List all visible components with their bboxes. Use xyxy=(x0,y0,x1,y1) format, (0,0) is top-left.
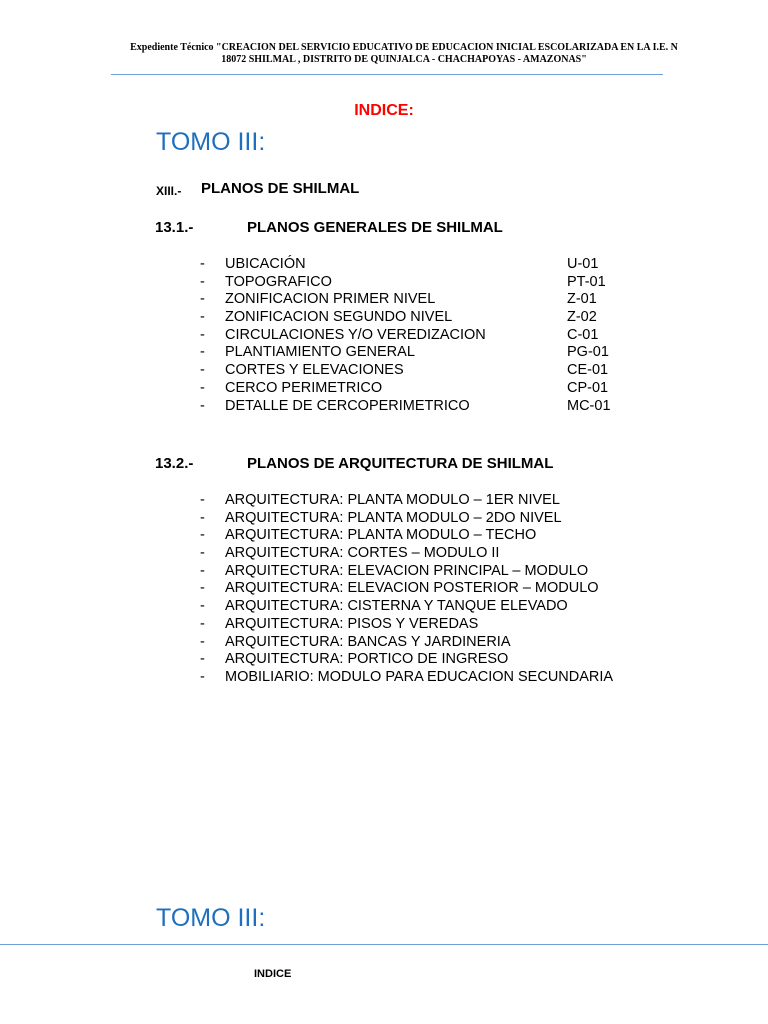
page2-tomo-title: TOMO III: xyxy=(156,904,266,932)
list-item-text: ARQUITECTURA: PISOS Y VEREDAS xyxy=(225,615,479,632)
list-dash: - xyxy=(200,344,205,361)
list-item-text: CERCO PERIMETRICO xyxy=(225,379,383,396)
list-item-code: U-01 xyxy=(567,256,599,272)
list-item-text: DETALLE DE CERCOPERIMETRICO xyxy=(225,397,470,414)
list-dash: - xyxy=(200,668,205,685)
list-item-code: Z-02 xyxy=(567,309,597,326)
list-item-text: ARQUITECTURA: CISTERNA Y TANQUE ELEVADO xyxy=(225,598,568,615)
section-13-2-heading xyxy=(155,455,554,472)
list-dash: - xyxy=(200,633,205,650)
list-item-code: PG-01 xyxy=(567,344,609,361)
document-header xyxy=(108,42,700,66)
section-13-2-number: 13.2.- xyxy=(155,455,194,472)
index-title: INDICE: xyxy=(354,102,414,119)
list-item-text: ARQUITECTURA: CORTES – MODULO II xyxy=(225,545,500,562)
list-item-text: MOBILIARIO: MODULO PARA EDUCACION SECUNDARIA xyxy=(225,668,614,685)
list-dash: - xyxy=(200,273,205,290)
list-dash: - xyxy=(200,580,205,597)
list-dash: - xyxy=(200,527,205,544)
list-dash: - xyxy=(200,615,205,632)
list-item-code: CP-01 xyxy=(567,379,609,396)
list-dash: - xyxy=(200,379,205,396)
list-item-text: ARQUITECTURA: ELEVACION POSTERIOR – MODULO xyxy=(225,580,599,597)
list-item-code: PT-01 xyxy=(567,273,606,290)
list-dash: - xyxy=(200,256,205,272)
list-item-code: CE-01 xyxy=(567,362,609,379)
list-dash: - xyxy=(200,545,205,562)
list-item-text: ARQUITECTURA: BANCAS Y JARDINERIA xyxy=(225,633,511,650)
list-item-text: TOPOGRAFICO xyxy=(225,273,332,290)
page-divider xyxy=(0,944,768,945)
section-xiii-title: PLANOS DE SHILMAL xyxy=(201,180,360,197)
header-line-2: 18072 SHILMAL , DISTRITO DE QUINJALCA - CHACHAPOYAS - AMAZONAS" xyxy=(221,54,587,65)
list-dash: - xyxy=(200,598,205,615)
list-dash: - xyxy=(200,397,205,414)
list-dash: - xyxy=(200,309,205,326)
header-divider xyxy=(111,74,663,75)
list-dash: - xyxy=(200,291,205,308)
list-dash: - xyxy=(200,509,205,526)
list-dash: - xyxy=(200,492,205,508)
section-xiii-number: XIII.- xyxy=(156,184,182,198)
list-item-text: ARQUITECTURA: PLANTA MODULO – 1ER NIVEL xyxy=(225,492,560,508)
section-13-2-title: PLANOS DE ARQUITECTURA DE SHILMAL xyxy=(247,455,554,472)
section-13-1-number: 13.1.- xyxy=(155,219,194,236)
list-dash: - xyxy=(200,326,205,343)
page2-index-label: INDICE xyxy=(254,968,292,980)
list-item-text: ARQUITECTURA: PLANTA MODULO – 2DO NIVEL xyxy=(225,509,562,526)
list-item-code: MC-01 xyxy=(567,397,611,414)
list-dash: - xyxy=(200,362,205,379)
list-dash: - xyxy=(200,562,205,579)
list-dash: - xyxy=(200,651,205,668)
list-item-text: ARQUITECTURA: PORTICO DE INGRESO xyxy=(225,651,509,668)
section-13-1-title: PLANOS GENERALES DE SHILMAL xyxy=(247,219,503,236)
section-13-1-heading xyxy=(155,219,503,236)
list-item-text: CORTES Y ELEVACIONES xyxy=(225,362,404,379)
tomo-title: TOMO III: xyxy=(156,128,266,156)
list-item-text: UBICACIÓN xyxy=(225,256,306,272)
section-xiii-heading xyxy=(156,180,360,200)
list-item-text: PLANTIAMIENTO GENERAL xyxy=(225,344,415,361)
header-line-1: Expediente Técnico "CREACION DEL SERVICIO EDUCATIVO DE EDUCACION INICIAL ESCOLARIZADA EN LA I.E. N xyxy=(130,42,678,53)
list-item-code: C-01 xyxy=(567,326,599,343)
list-item-text: ZONIFICACION SEGUNDO NIVEL xyxy=(225,309,453,326)
list-item-text: ARQUITECTURA: ELEVACION PRINCIPAL – MODULO xyxy=(225,562,589,579)
list-item-text: ZONIFICACION PRIMER NIVEL xyxy=(225,291,436,308)
list-item-text: CIRCULACIONES Y/O VEREDIZACION xyxy=(225,326,486,343)
list-item-text: ARQUITECTURA: PLANTA MODULO – TECHO xyxy=(225,527,537,544)
list-item-code: Z-01 xyxy=(567,291,597,308)
